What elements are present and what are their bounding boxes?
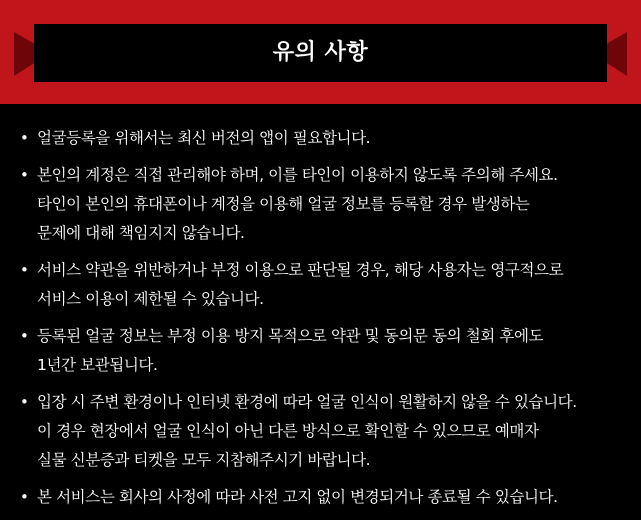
notice-text: 입장 시 주변 환경이나 인터넷 환경에 따라 얼굴 인식이 원활하지 않을 수 있습니다. — [37, 393, 577, 411]
notice-text: 얼굴등록을 위해서는 최신 버전의 앱이 필요합니다. — [37, 129, 371, 147]
banner-top-stripe — [0, 0, 641, 24]
list-item — [0, 161, 641, 248]
list-item — [0, 256, 641, 314]
notice-text: 이 경우 현장에서 얼굴 인식이 아닌 다른 방식으로 확인할 수 있으므로 예매자 — [37, 422, 539, 440]
list-item — [0, 322, 641, 380]
notice-text: 등록된 얼굴 정보는 부정 이용 방지 목적으로 약관 및 동의문 동의 철회 후에도 — [37, 327, 544, 345]
page-title: 유의 사항 — [272, 40, 369, 65]
notice-text: 실물 신분증과 티켓을 모두 지참해주시기 바랍니다. — [37, 451, 371, 469]
notice-text: 서비스 약관을 위반하거나 부정 이용으로 판단될 경우, 해당 사용자는 영구적으로 — [37, 261, 564, 279]
notice-text: 본 서비스는 회사의 사정에 따라 사전 고지 없이 변경되거나 종료될 수 있습니다. — [37, 488, 558, 506]
notice-list — [0, 124, 641, 520]
list-item — [0, 483, 641, 512]
bullet-icon: • — [20, 327, 29, 345]
bullet-icon: • — [20, 261, 29, 279]
bullet-icon: • — [20, 488, 29, 506]
notice-text: 타인이 본인의 휴대폰이나 계정을 이용해 얼굴 정보를 등록할 경우 발생하는 — [37, 195, 530, 213]
bullet-icon: • — [20, 393, 29, 411]
notice-text: 서비스 이용이 제한될 수 있습니다. — [37, 290, 264, 308]
bullet-icon: • — [20, 129, 29, 147]
notice-text: 본인의 계정은 직접 관리해야 하며, 이를 타인이 이용하지 않도록 주의해 주세요. — [37, 166, 558, 184]
notice-text: 문제에 대해 책임지지 않습니다. — [37, 224, 245, 242]
banner-bottom-stripe — [0, 82, 641, 104]
header-banner — [0, 0, 641, 104]
list-item — [0, 388, 641, 475]
notice-text: 1년간 보관됩니다. — [37, 356, 158, 374]
bullet-icon: • — [20, 166, 29, 184]
list-item — [0, 124, 641, 153]
